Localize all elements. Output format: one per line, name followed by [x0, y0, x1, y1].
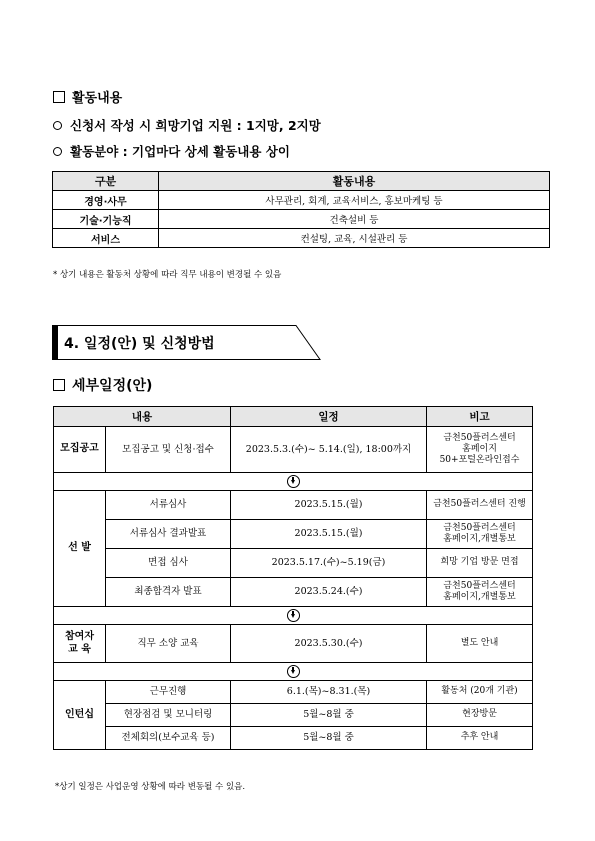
selection-date: 2023.5.15.(월): [231, 520, 427, 549]
schedule-footnote: *상기 일정은 사업운영 상황에 따라 변동될 수 있음.: [55, 782, 246, 792]
schedule-table: [53, 406, 533, 750]
section-title: 4. 일정(안) 및 신청방법: [64, 336, 215, 352]
activity-note: * 상기 내용은 활동처 상황에 따라 직무 내용이 변경될 수 있음: [53, 270, 282, 280]
circle-bullet-icon: [53, 147, 62, 156]
checkbox-square-icon: [53, 379, 65, 391]
recruit-item: 모집공고 및 신청·접수: [106, 427, 231, 473]
table-header-row: [53, 172, 550, 191]
internship-date: 5월~8월 중: [231, 704, 427, 727]
header-note: 비고: [427, 407, 533, 427]
schedule-heading: 세부일정(안): [53, 375, 152, 395]
table-row: [54, 427, 533, 473]
row-content: 컨설팅, 교육, 시설관리 등: [159, 229, 550, 248]
internship-note: 현장방문: [427, 704, 533, 727]
table-row: [54, 681, 533, 704]
header-content: 활동내용: [159, 172, 550, 191]
table-row: [54, 549, 533, 578]
recruit-note: 금천50플러스센터 홈페이지 50+포털온라인접수: [427, 427, 533, 473]
down-arrow-icon: [287, 665, 300, 678]
table-row: [54, 578, 533, 607]
row-content: 사무관리, 회계, 교육서비스, 홍보마케팅 등: [159, 191, 550, 210]
selection-date: 2023.5.24.(수): [231, 578, 427, 607]
table-row: [54, 625, 533, 663]
recruit-label: 모집공고: [54, 427, 106, 473]
row-label: 서비스: [53, 229, 159, 248]
table-header-row: [54, 407, 533, 427]
activity-table: [52, 171, 550, 248]
internship-date: 6.1.(목)~8.31.(목): [231, 681, 427, 704]
selection-item: 서류심사: [106, 491, 231, 520]
internship-label: 인턴십: [54, 681, 106, 750]
selection-item: 최종합격자 발표: [106, 578, 231, 607]
section-banner: [52, 325, 322, 360]
selection-item: 면접 심사: [106, 549, 231, 578]
row-label: 기술·기능직: [53, 210, 159, 229]
internship-item: 전체회의(보수교육 등): [106, 727, 231, 750]
selection-note: 희망 기업 방문 면접: [427, 549, 533, 578]
selection-date: 2023.5.15.(월): [231, 491, 427, 520]
training-item: 직무 소양 교육: [106, 625, 231, 663]
table-row: [53, 229, 550, 248]
down-arrow-icon: [287, 475, 300, 488]
header-content: 내용: [54, 407, 231, 427]
down-arrow-icon: [287, 609, 300, 622]
bullet-item: 신청서 작성 시 희망기업 지원 : 1지망, 2지망: [53, 116, 321, 134]
checkbox-square-icon: [53, 91, 65, 103]
table-row: [54, 520, 533, 549]
table-row: [54, 727, 533, 750]
arrow-row: [54, 663, 533, 681]
header-category: 구분: [53, 172, 159, 191]
training-label: 참여자 교 육: [54, 625, 106, 663]
arrow-row: [54, 607, 533, 625]
internship-item: 근무진행: [106, 681, 231, 704]
header-date: 일정: [231, 407, 427, 427]
row-label: 경영·사무: [53, 191, 159, 210]
internship-note: 활동처 (20개 기관): [427, 681, 533, 704]
training-date: 2023.5.30.(수): [231, 625, 427, 663]
circle-bullet-icon: [53, 121, 62, 130]
selection-note: 금천50플러스센터 홈페이지,개별통보: [427, 520, 533, 549]
selection-label: 선 발: [54, 491, 106, 607]
internship-date: 5월~8월 중: [231, 727, 427, 750]
table-row: [54, 491, 533, 520]
table-row: [54, 704, 533, 727]
arrow-row: [54, 473, 533, 491]
table-row: [53, 191, 550, 210]
selection-note: 금천50플러스센터 진행: [427, 491, 533, 520]
recruit-date: 2023.5.3.(수)~ 5.14.(일), 18:00까지: [231, 427, 427, 473]
table-row: [53, 210, 550, 229]
training-note: 별도 안내: [427, 625, 533, 663]
selection-date: 2023.5.17.(수)~5.19(금): [231, 549, 427, 578]
activity-heading: 활동내용: [53, 87, 122, 106]
selection-note: 금천50플러스센터 홈페이지,개별통보: [427, 578, 533, 607]
internship-item: 현장점검 및 모니터링: [106, 704, 231, 727]
row-content: 건축설비 등: [159, 210, 550, 229]
internship-note: 추후 안내: [427, 727, 533, 750]
bullet-item: 활동분야 : 기업마다 상세 활동내용 상이: [53, 142, 290, 160]
selection-item: 서류심사 결과발표: [106, 520, 231, 549]
